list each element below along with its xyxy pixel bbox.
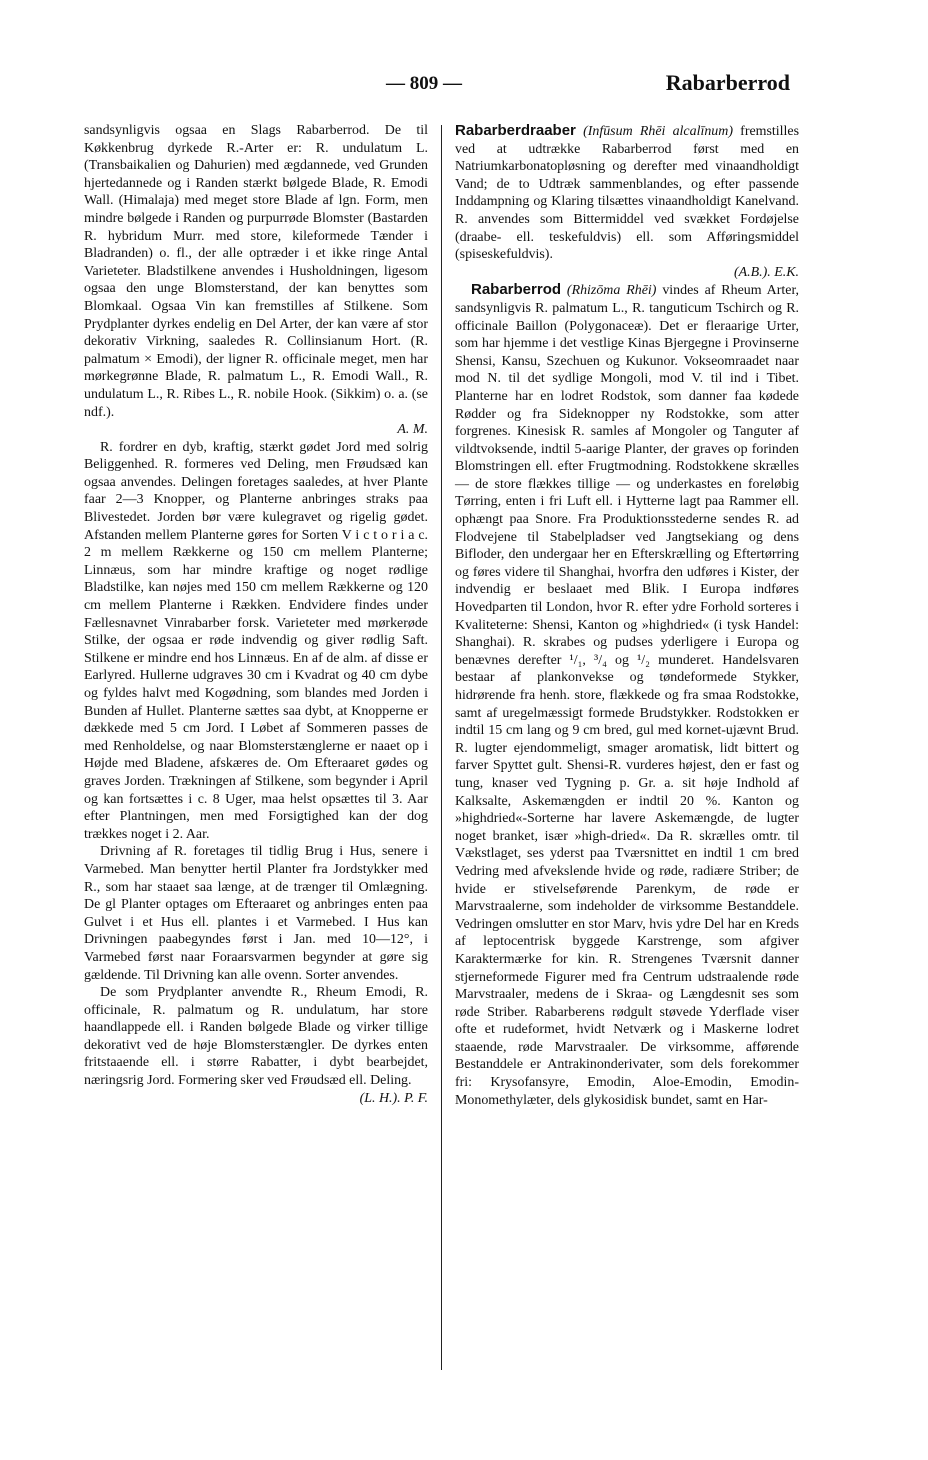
left-column [84, 122, 428, 1107]
author-signature: A. M. [397, 422, 428, 438]
paragraph-forcing: Drivning af R. foretages til tidlig Brug i Hus, senere i Varmebed. Man benytter hertil Planter fra Jordstykker med R., som har staaet saa længe, at de trænger til Omlægning. De gl Planter optages om Efteraaret og anbringes enten paa Gulvet i et Hus ell. plantes i et Varmebed. I Hus kan Drivningen paabegyndes først i Jan. med 10—12°, i Varmebed først naar Foraarsvarmen begynder at gøre sig gældende. Til Drivning kan alle ovenn. Sorter anvendes. [84, 844, 428, 983]
paragraph-cultivation: R. fordrer en dyb, kraftig, stærkt gødet Jord med solrig Beliggenhed. R. formeres ved Deling, men Frøudsæd kan ogsaa anvendes. Delingen foretages saaledes, at hver Plante faar 2—3 Knopper, og Planterne anbringes straks paa Blivestedet. Jorden bør være kulegravet og rigelig gødet. Afstanden mellem Planterne gøres for Sorten V i c t o r i a c. 2 m mellem Rækkerne og 150 cm mellem Planterne; Linnæus, som har mindre kraftige og noget rødlige Bladstilke, kan nøjes med 150 cm mellem Rækkerne og 120 cm mellem Planterne i Rækken. Endvidere findes under Fællesnavnet Vinrabarber forsk. Varieteter med mørkerøde Stilke, der ogsaa er røde indvendig og giver rødlig Saft. Stilkene er mindre end hos Linnæus. En af de alm. af disse er Earlyred. Hullerne udgraves 30 cm i Kvadrat og 40 cm dybe og fyldes halvt med Kogødning, som blandes med Jorden i Bunden af Hullet. Planterne sættes saa dybt, at Knopperne er dækkede med 5 cm Jord. I Løbet af Sommeren passes de med Renholdelse, og naar Blomsterstænglerne er naaet op i Højde med Bladene, afskæres de. Om Efteraaret gødes og graves Jorden. Trækningen af Stilkene, som begynder i April og kan fortsættes i c. 8 Uger, maa helst opsættes til 3. Aar efter Plantningen, men med Forsigtighed kan der dog trækkes noget i 2. Aar. [84, 439, 428, 842]
column-divider [441, 125, 442, 1370]
latin-name: (Infūsum Rhēi alcalīnum) [583, 124, 733, 139]
entry-text: vindes af Rheum Arter, sandsynligvis R. palmatum L., R. tanguticum Tschirch og R. officinale Baillon (Polygonaceæ). Det er fleraarige Urter, som har hjemme i det vestlige Kinas Bjergegne i Provinserne Shensi, Kansu, Szechuen og Kukunor. Vokseomraadet naar mod N. til det sydlige Mongoli, mod V. til ind i Tibet. Planterne har en lodret Rodstok, som danner faa kødede Rødder og fra Sideknopper ny Rodstokke, som atter forgrenes. Kinesisk R. samles af Mongoler og Tanguter af vildtvoksende, indtil 5-aarige Planter, der graves op forinden Blomstringen ell. efter Frugtmodning. Rodstokkene skrælles — de store flækkes tillige — og underkastes en foreløbig Tørring, enten i fri Luft ell. i Hytterne lagt paa Rammer ell. ophængt paa Snore. Fra Produktionsstederne sendes R. ad Flodvejene til Stabelpladser ved Jangtsekiang og dens Bifloder, den undergaar her en Efterskrælling og Eftertørring og føres videre til Shanghai, hvorfra den udføres i Kister, der indvendig er beslaaet med Blik. I Europa indføres Hovedparten til London, hvor R. efter ydre Forhold sorteres i Kvaliteterne: Shensi, Kanton og »highdried« (i tysk Handel: Shanghai). R. skrabes og pudses yderligere i Europa og benævnes derefter ¹/₁, ³/₄ og ¹/₂ munderet. Handelsvaren bestaar af plankonvekse og tøndeformede Stykker, hidrørende fra henh. store, flækkede og fra smaa Rodstokke, samt af uregelmæssigt formede Brudstykker. Rodstokken er indtil 15 cm lang og 9 cm bred, gul med kornet-ujævnt Brud. R. lugter ejendommeligt, smager aromatisk, lidt bittert og farver Spyttet gult. Shensi-R. vurderes højest, den er fast og tung, knaser ved Tygning p. Gr. a. sit høje Indhold af Kalksalte, Askemængden er indtil 20 %. Kanton og »highdried«-Sorterne har lavere Askemængde, de lugter noget branket, især »high-dried«. Da R. skrælles omtr. til Vækstlaget, ses yderst paa Tværsnittet en indtil 1 cm bred Vedring med afvekslende hvide og røde, radiære Striber; de hvide er stivelseførende Parenkym, de røde er Marvstraalerne, som indeholder de virksomme Bestanddele. Vedringen omslutter en stor Marv, hvis ydre Del har en Kreds af leptocentrisk byggede Karstrenge, som afgiver Karaktermærke for kin. R. Strengenes Tværsnit danner stjerneformede Figurer med fra Centrum udstraalende røde Marvstraaler, medens de i Skraa- og Længdesnit ses som røde Striber. Rabarberens rødgult støvede Yderflade viser ofte et rudeformet, hvidt Netværk og i Maskerne lodret staaende, røde Marvstraaler. De virksomme, afførende Bestanddele er Antrakinonderivater, som dels forekommer fri: Krysofansyre, Emodin, Aloe-Emodin, Emodin-Monomethylæter, dels glykosidisk bundet, samt en Har- [455, 283, 800, 1108]
right-column [455, 122, 799, 1109]
headword: Rabarberrod [471, 281, 562, 299]
entry-rabarberdraaber [455, 122, 799, 264]
entry-text: fremstilles ved at udtrække Rabarberrod først med en Natriumkarbonatopløsning og derefter med vinaandholdigt Vand; de to Udtræk sammenblandes, og efter passende Inddampning og Klaring tilsættes vinaandholdigt Kanelvand. R. anvendes som Bittermiddel ved svækket Fordøjelse (draabe- ell. teskefuldvis) ell. som Afføringsmiddel (spiseskefuldvis). [455, 124, 800, 263]
latin-name: (Rhizōma Rhēi) [566, 283, 657, 299]
page-number: — 809 — [386, 73, 462, 94]
headword: Rabarberdraaber [455, 122, 576, 139]
author-signature: (A.B.). E.K. [733, 264, 799, 280]
paragraph-ornamental: De som Prydplanter anvendte R., Rheum Emodi, R. officinale, R. palmatum og R. undulatum, har store haandlappede ell. i Randen bølgede Blade og virker tillige dekorativt ved de høje Blomsterstængler. De dyrkes enten fritstaaende ell. i større Rabatter, i dybt bearbejdet, næringsrig Jord. Formering sker ved Frøudsæd ell. Deling. [84, 985, 428, 1089]
running-head: Rabarberrod [665, 70, 790, 95]
paragraph-species: sandsynligvis ogsaa en Slags Rabarberrod. De til Køkkenbrug dyrkede R.-Arter er: R. undulatum L. (Transbaikalien og Dahurien) med ægdannede, ved Grunden hjertedannede og i Randen stærkt bølgede Blade, R. Emodi Wall. (Himalaja) med meget store Blade af lgn. Form, men mindre bølgede i Randen og purpurrøde Blomster (Bastarden R. hybridum Murr. med store, kileformede Tænder i Bladranden) o. fl., der alle optræder i et ikke ringe Antal Varieteter. Bladstilkene anvendes i Husholdningen, ligesom ogsaa den unge Blomsterstand, der kan benyttes som Blomkaal. Ogsaa Vin kan fremstilles af Stilkene. Som Prydplanter dyrkes endelig en Del Arter, der kan være af stor dekorativ Virkning, saaledes R. Collinsianum Hort. (R. palmatum × Emodi), der ligner R. officinale meget, men har mørkegrønne Blade, R. palmatum L., R. Emodi Wall., R. undulatum L., R. Ribes L., R. nobile Hook. (Sikkim) o. a. (se ndf.). [84, 123, 428, 420]
entry-rabarberrod [455, 281, 799, 1109]
author-signature: (L. H.). P. F. [359, 1090, 428, 1106]
